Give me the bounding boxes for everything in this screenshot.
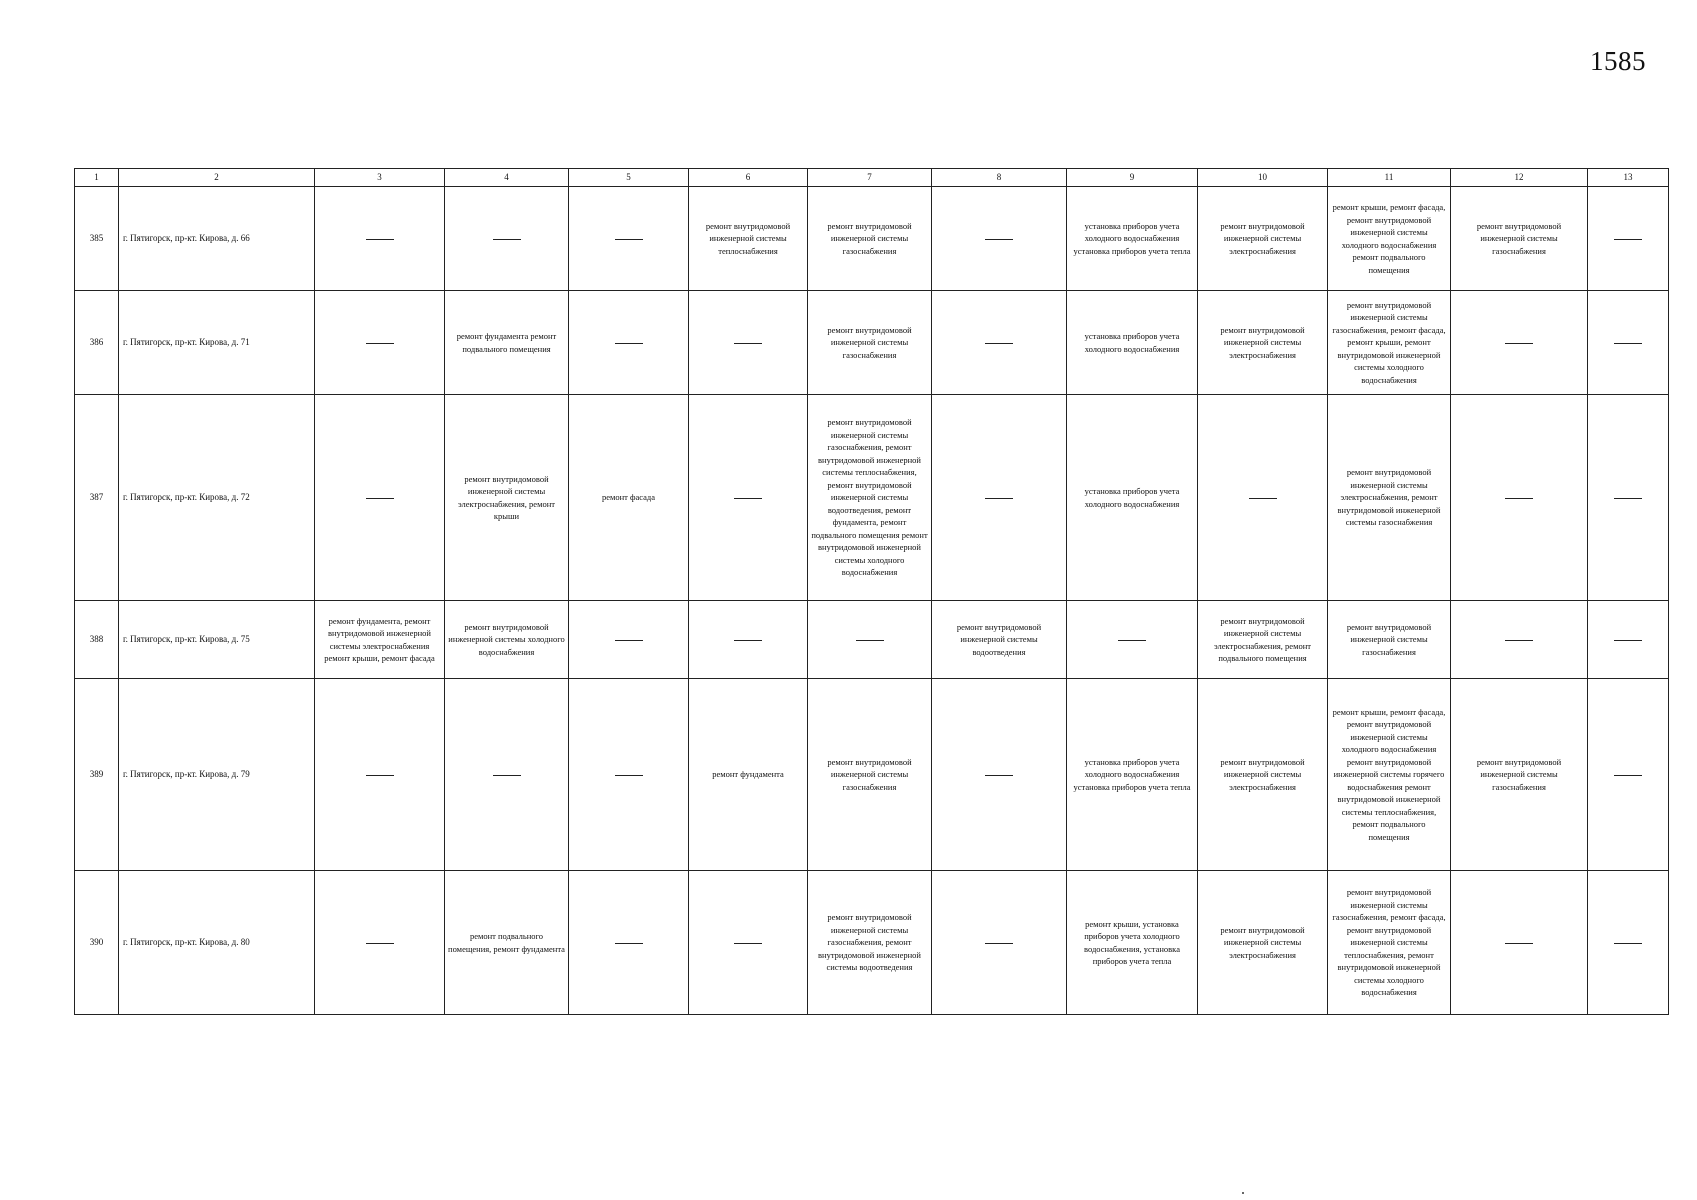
work-cell-col-6 (689, 871, 808, 1015)
row-number: 389 (75, 679, 119, 871)
row-number: 385 (75, 187, 119, 291)
table-row (75, 679, 1669, 871)
empty-dash (1614, 775, 1642, 776)
work-cell-col-8 (932, 395, 1067, 601)
empty-dash (1505, 943, 1533, 944)
empty-dash (1249, 498, 1277, 499)
work-description: ремонт внутридомовой инженерной системы газоснабжения, ремонт фасада, ремонт внутридомовой инженерной системы теплоснабжения, ремонт внутридомовой инженерной системы холодного водоснабжения (1332, 887, 1446, 998)
work-cell-col-4 (445, 871, 569, 1015)
work-cell-col-5 (569, 679, 689, 871)
work-cell-col-6 (689, 291, 808, 395)
work-cell-col-12 (1451, 187, 1588, 291)
work-cell-col-9 (1067, 395, 1198, 601)
table-row (75, 187, 1669, 291)
empty-dash (366, 343, 394, 344)
work-cell-col-6 (689, 601, 808, 679)
empty-dash (493, 775, 521, 776)
work-cell-col-7 (808, 601, 932, 679)
empty-dash (615, 775, 643, 776)
work-cell-col-3 (315, 291, 445, 395)
empty-dash (615, 640, 643, 641)
work-cell-col-5 (569, 187, 689, 291)
empty-dash (985, 498, 1013, 499)
work-cell-col-9 (1067, 187, 1198, 291)
address-cell: г. Пятигорск, пр-кт. Кирова, д. 72 (119, 395, 315, 601)
work-cell-col-11 (1328, 679, 1451, 871)
empty-dash (1614, 640, 1642, 641)
work-description: ремонт фундамента, ремонт внутридомовой инженерной системы электроснабжения ремонт крыши, ремонт фасада (324, 615, 435, 663)
address-cell: г. Пятигорск, пр-кт. Кирова, д. 80 (119, 871, 315, 1015)
work-cell-col-3 (315, 679, 445, 871)
work-cell-col-10 (1198, 601, 1328, 679)
address-cell: г. Пятигорск, пр-кт. Кирова, д. 71 (119, 291, 315, 395)
row-number: 390 (75, 871, 119, 1015)
work-description: ремонт крыши, установка приборов учета холодного водоснабжения, установка приборов учета тепла (1084, 918, 1180, 966)
empty-dash (734, 343, 762, 344)
table-row (75, 871, 1669, 1015)
work-description: ремонт внутридомовой инженерной системы газоснабжения (1476, 756, 1562, 792)
work-cell-col-7 (808, 291, 932, 395)
empty-dash (366, 775, 394, 776)
work-cell-col-13 (1588, 871, 1669, 1015)
work-cell-col-11 (1328, 871, 1451, 1015)
work-cell-col-4 (445, 679, 569, 871)
work-cell-col-3 (315, 187, 445, 291)
work-description: ремонт внутридомовой инженерной системы холодного водоснабжения (448, 621, 565, 657)
work-cell-col-3 (315, 601, 445, 679)
empty-dash (366, 239, 394, 240)
work-description: ремонт внутридомовой инженерной системы теплоснабжения (705, 220, 791, 256)
column-header: 2 (119, 169, 315, 187)
empty-dash (856, 640, 884, 641)
work-cell-col-11 (1328, 601, 1451, 679)
row-number: 386 (75, 291, 119, 395)
work-description: ремонт фундамента (712, 769, 784, 780)
work-cell-col-13 (1588, 187, 1669, 291)
work-description: установка приборов учета холодного водоснабжения (1084, 331, 1180, 354)
empty-dash (1614, 498, 1642, 499)
work-description: установка приборов учета холодного водоснабжения (1084, 486, 1180, 509)
column-header: 12 (1451, 169, 1588, 187)
work-description: ремонт внутридомовой инженерной системы газоснабжения (1476, 220, 1562, 256)
work-description: ремонт подвального помещения, ремонт фундамента (448, 931, 565, 954)
work-description: ремонт внутридомовой инженерной системы электроснабжения (1220, 324, 1305, 360)
work-cell-col-13 (1588, 395, 1669, 601)
column-header: 6 (689, 169, 808, 187)
work-description: ремонт крыши, ремонт фасада, ремонт внутридомовой инженерной системы холодного водоснабжения ремонт внутридомовой инженерной системы горячего водоснабжения ремонт внутридомовой инженерной системы теплоснабжения, ремонт подвального помещения (1332, 706, 1446, 842)
work-description: ремонт внутридомовой инженерной системы газоснабжения (1346, 621, 1432, 657)
empty-dash (493, 239, 521, 240)
work-cell-col-10 (1198, 291, 1328, 395)
work-cell-col-8 (932, 679, 1067, 871)
work-description: ремонт крыши, ремонт фасада, ремонт внутридомовой инженерной системы холодного водоснабжения ремонт подвального помещения (1332, 202, 1446, 275)
work-description: ремонт внутридомовой инженерной системы электроснабжения (1220, 924, 1305, 960)
work-cell-col-12 (1451, 871, 1588, 1015)
column-header: 8 (932, 169, 1067, 187)
work-cell-col-9 (1067, 601, 1198, 679)
work-description: ремонт внутридомовой инженерной системы газоснабжения, ремонт внутридомовой инженерной системы теплоснабжения, ремонт внутридомовой инженерной системы водоотведения, ремонт фундамента, ремонт подвального помещения ремонт внутридомовой инженерной системы холодного водоснабжения (811, 417, 928, 578)
work-description: ремонт внутридомовой инженерной системы газоснабжения, ремонт фасада, ремонт крыши, ремонт внутридомовой инженерной системы холодного водоснабжения (1332, 299, 1446, 385)
work-cell-col-5 (569, 395, 689, 601)
work-description: ремонт внутридомовой инженерной системы электроснабжения, ремонт внутридомовой инженерной системы газоснабжения (1337, 467, 1441, 528)
empty-dash (1505, 343, 1533, 344)
work-cell-col-9 (1067, 291, 1198, 395)
column-header: 4 (445, 169, 569, 187)
empty-dash (1614, 943, 1642, 944)
table-body (75, 187, 1669, 1015)
empty-dash (985, 239, 1013, 240)
empty-dash (366, 943, 394, 944)
work-cell-col-4 (445, 601, 569, 679)
work-description: установка приборов учета холодного водоснабжения установка приборов учета тепла (1073, 220, 1191, 256)
work-cell-col-3 (315, 871, 445, 1015)
empty-dash (985, 343, 1013, 344)
work-cell-col-5 (569, 601, 689, 679)
work-cell-col-6 (689, 679, 808, 871)
work-cell-col-6 (689, 395, 808, 601)
empty-dash (734, 640, 762, 641)
empty-dash (1614, 239, 1642, 240)
work-cell-col-4 (445, 187, 569, 291)
row-number: 388 (75, 601, 119, 679)
work-cell-col-12 (1451, 291, 1588, 395)
work-description: ремонт внутридомовой инженерной системы газоснабжения (827, 756, 912, 792)
table-row (75, 291, 1669, 395)
work-cell-col-10 (1198, 187, 1328, 291)
column-header: 7 (808, 169, 932, 187)
empty-dash (1505, 498, 1533, 499)
work-cell-col-13 (1588, 601, 1669, 679)
work-cell-col-11 (1328, 395, 1451, 601)
empty-dash (615, 239, 643, 240)
work-cell-col-13 (1588, 679, 1669, 871)
work-cell-col-10 (1198, 395, 1328, 601)
work-cell-col-9 (1067, 679, 1198, 871)
column-header: 1 (75, 169, 119, 187)
address-cell: г. Пятигорск, пр-кт. Кирова, д. 75 (119, 601, 315, 679)
work-description: ремонт внутридомовой инженерной системы газоснабжения, ремонт внутридомовой инженерной системы водоотведения (818, 912, 921, 973)
work-description: ремонт фасада (601, 492, 656, 503)
work-cell-col-4 (445, 291, 569, 395)
work-cell-col-12 (1451, 395, 1588, 601)
work-cell-col-8 (932, 187, 1067, 291)
work-cell-col-11 (1328, 291, 1451, 395)
address-cell: г. Пятигорск, пр-кт. Кирова, д. 66 (119, 187, 315, 291)
work-description: установка приборов учета холодного водоснабжения установка приборов учета тепла (1073, 756, 1191, 792)
column-header: 9 (1067, 169, 1198, 187)
empty-dash (985, 943, 1013, 944)
work-cell-col-8 (932, 291, 1067, 395)
work-cell-col-12 (1451, 679, 1588, 871)
column-header: 3 (315, 169, 445, 187)
empty-dash (1118, 640, 1146, 641)
scan-speck (1242, 1192, 1244, 1194)
work-cell-col-5 (569, 291, 689, 395)
work-cell-col-13 (1588, 291, 1669, 395)
empty-dash (734, 498, 762, 499)
column-header: 5 (569, 169, 689, 187)
column-header: 10 (1198, 169, 1328, 187)
work-cell-col-7 (808, 395, 932, 601)
work-cell-col-8 (932, 601, 1067, 679)
work-cell-col-3 (315, 395, 445, 601)
work-description: ремонт фундамента ремонт подвального помещения (456, 331, 557, 354)
repair-schedule-table (74, 168, 1669, 1015)
table-row (75, 601, 1669, 679)
work-cell-col-7 (808, 679, 932, 871)
empty-dash (366, 498, 394, 499)
address-cell: г. Пятигорск, пр-кт. Кирова, д. 79 (119, 679, 315, 871)
empty-dash (985, 775, 1013, 776)
column-header: 13 (1588, 169, 1669, 187)
table-row (75, 395, 1669, 601)
work-cell-col-7 (808, 871, 932, 1015)
work-cell-col-12 (1451, 601, 1588, 679)
work-description: ремонт внутридомовой инженерной системы газоснабжения (827, 324, 912, 360)
work-description: ремонт внутридомовой инженерной системы электроснабжения, ремонт подвального помещения (1214, 615, 1311, 663)
work-cell-col-7 (808, 187, 932, 291)
work-cell-col-4 (445, 395, 569, 601)
work-description: ремонт внутридомовой инженерной системы электроснабжения, ремонт крыши (458, 473, 555, 521)
column-number-row (75, 169, 1669, 187)
work-cell-col-10 (1198, 871, 1328, 1015)
work-cell-col-8 (932, 871, 1067, 1015)
work-cell-col-11 (1328, 187, 1451, 291)
empty-dash (615, 343, 643, 344)
work-cell-col-6 (689, 187, 808, 291)
page-number: 1585 (1590, 46, 1646, 76)
work-description: ремонт внутридомовой инженерной системы электроснабжения (1220, 756, 1305, 792)
row-number: 387 (75, 395, 119, 601)
work-description: ремонт внутридомовой инженерной системы водоотведения (956, 621, 1042, 657)
column-header: 11 (1328, 169, 1451, 187)
work-cell-col-10 (1198, 679, 1328, 871)
work-cell-col-5 (569, 871, 689, 1015)
empty-dash (734, 943, 762, 944)
work-cell-col-9 (1067, 871, 1198, 1015)
work-description: ремонт внутридомовой инженерной системы газоснабжения (827, 220, 912, 256)
empty-dash (615, 943, 643, 944)
empty-dash (1614, 343, 1642, 344)
empty-dash (1505, 640, 1533, 641)
work-description: ремонт внутридомовой инженерной системы электроснабжения (1220, 220, 1305, 256)
